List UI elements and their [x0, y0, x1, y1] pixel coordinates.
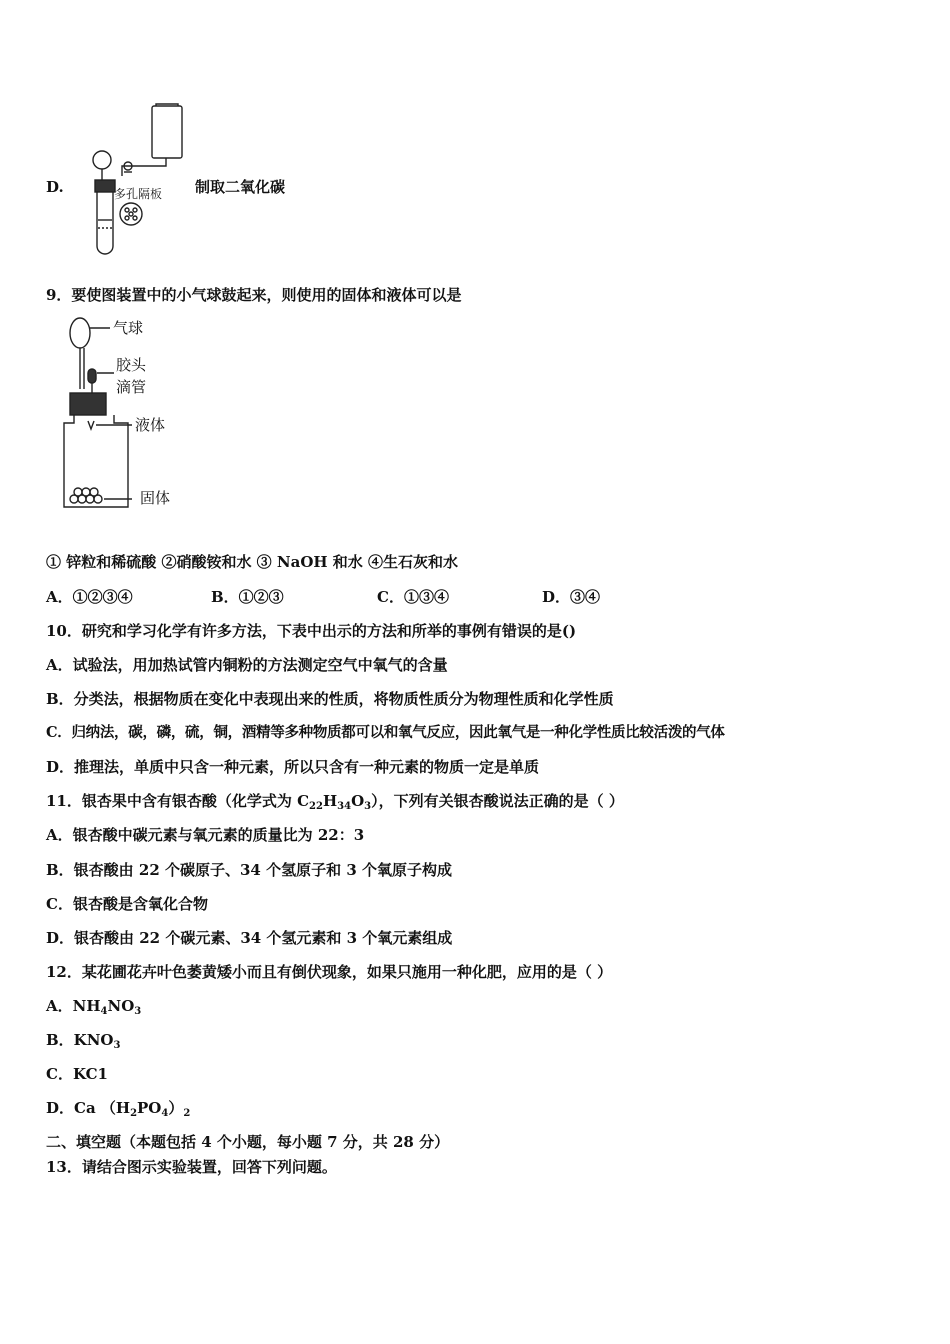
q11-option-c: C．银杏酸是含氧化合物 — [46, 895, 208, 913]
q11-option-b: B．银杏酸由 22 个碳原子、34 个氢原子和 3 个氧原子构成 — [46, 861, 452, 879]
q10-stem: 10．研究和学习化学有许多方法，下表中出示的方法和所举的事例有错误的是() — [46, 622, 577, 640]
label-dropper-1: 胶头 — [116, 356, 147, 374]
q12-option-a: A．$NH_4NO_3$ — [46, 997, 142, 1017]
q12-option-b: B．$KNO_3$ — [46, 1031, 121, 1051]
q9-option-a: A．①②③④ — [46, 588, 133, 606]
q9-stem: 9．要使图装置中的小气球鼓起来，则使用的固体和液体可以是 — [46, 286, 462, 304]
q11-option-d: D．银杏酸由 22 个碳元素、34 个氢元素和 3 个氧元素组成 — [46, 929, 453, 947]
q9-choices: ① 锌粒和稀硫酸 ②硝酸铵和水 ③ NaOH 和水 ④生石灰和水 — [46, 553, 459, 571]
label-solid: 固体 — [140, 489, 171, 507]
co2-apparatus-figure — [86, 102, 190, 257]
balloon-apparatus-figure — [58, 313, 158, 513]
q10-option-b: B．分类法，根据物质在变化中表现出来的性质，将物质性质分为物理性质和化学性质 — [46, 690, 614, 708]
q11-stem: 11．银杏果中含有银杏酸（化学式为 $C_{22}H_{34}O_3$），下列有关银杏酸说法正确的是（ ） — [46, 792, 624, 812]
q8-option-d-letter: D. — [46, 178, 64, 196]
q10-option-c: C．归纳法，碳，磷，硫，铜，酒精等多种物质都可以和氧气反应，因此氧气是一种化学性质比较活泼的气体 — [46, 724, 725, 741]
q9-option-c: C．①③④ — [377, 588, 449, 606]
q11-option-a: A．银杏酸中碳元素与氧元素的质量比为 22：3 — [46, 826, 365, 844]
q12-option-d: D．Ca $(H_2PO_4)_2$ — [46, 1099, 191, 1119]
q9-option-b: B．①②③ — [211, 588, 284, 606]
label-dropper-2: 滴管 — [116, 378, 147, 396]
q12-stem: 12．某花圃花卉叶色萎黄矮小而且有倒伏现象，如果只施用一种化肥，应用的是（ ） — [46, 963, 613, 981]
q12-option-c: C．KC1 — [46, 1065, 108, 1083]
porous-plate-label: 多孔隔板 — [114, 187, 163, 201]
label-liquid: 液体 — [135, 416, 166, 434]
section-2-heading: 二、填空题（本题包括 4 个小题，每小题 7 分，共 28 分） — [46, 1133, 450, 1151]
q10-option-a: A．试验法，用加热试管内铜粉的方法测定空气中氧气的含量 — [46, 656, 448, 674]
q10-option-d: D．推理法，单质中只含一种元素，所以只含有一种元素的物质一定是单质 — [46, 758, 540, 776]
q13-stem: 13．请结合图示实验装置，回答下列问题。 — [46, 1158, 337, 1176]
q9-option-d: D．③④ — [542, 588, 601, 606]
q8-option-d-text: 制取二氧化碳 — [195, 178, 286, 196]
label-balloon: 气球 — [113, 319, 144, 337]
